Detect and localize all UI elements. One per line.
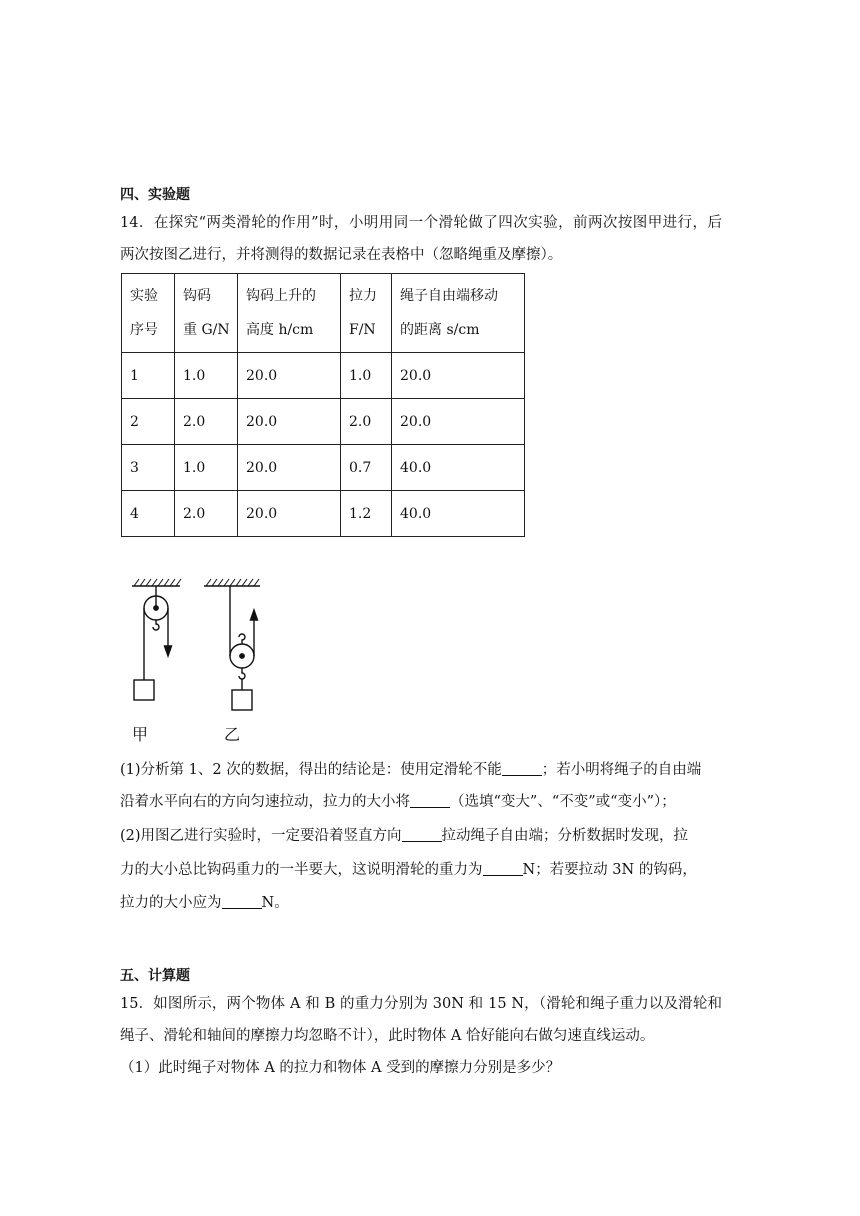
question-15-line-1: 15．如图所示，两个物体 A 和 B 的重力分别为 30N 和 15 N，（滑轮和绳子重力以及滑轮和	[120, 996, 722, 1012]
question-2-line-3	[120, 893, 289, 913]
table-cell: 4	[122, 491, 175, 537]
answer-blank[interactable]	[483, 860, 523, 876]
question-text: 拉力的大小应为	[120, 895, 222, 911]
weight-box-right	[232, 690, 252, 710]
table-cell: 1.0	[175, 353, 238, 399]
question-1-line-2	[120, 792, 676, 812]
answer-blank[interactable]	[222, 893, 262, 909]
table-row	[122, 491, 525, 537]
header-distance	[392, 274, 525, 353]
table-cell: 2.0	[341, 399, 392, 445]
question-text: （选填“变大”、“不变”或“变小”）；	[450, 794, 676, 810]
experiment-data-table	[121, 273, 525, 537]
table-cell: 20.0	[238, 491, 341, 537]
question-2-line-1	[120, 826, 688, 846]
table-row	[122, 445, 525, 491]
table-cell: 1.2	[341, 491, 392, 537]
header-text: 重 G/N	[183, 322, 230, 338]
header-text: 绳子自由端移动	[400, 288, 498, 304]
section-heading-calculation: 五、计算题	[120, 968, 190, 984]
ceiling-right-hatch	[206, 579, 259, 586]
section-heading-experiment: 四、实验题	[120, 187, 190, 203]
question-1-line-1	[120, 760, 701, 780]
table-row	[122, 399, 525, 445]
table-cell: 0.7	[341, 445, 392, 491]
question-text: N；若要拉动 3N 的钩码，	[522, 862, 697, 878]
header-height	[238, 274, 341, 353]
table-cell: 20.0	[238, 445, 341, 491]
header-weight	[175, 274, 238, 353]
table-header-row	[122, 274, 525, 353]
question-text: (2)用图乙进行实验时，一定要沿着竖直方向	[120, 828, 402, 844]
table-cell: 20.0	[238, 353, 341, 399]
header-text: 高度 h/cm	[246, 322, 314, 338]
header-text: 的距离 s/cm	[400, 322, 480, 338]
question-14-line-1: 14．在探究“两类滑轮的作用”时，小明用同一个滑轮做了四次实验，前两次按图甲进行，后	[120, 215, 722, 231]
question-text: 沿着水平向右的方向匀速拉动，拉力的大小将	[120, 794, 410, 810]
table-cell: 3	[122, 445, 175, 491]
header-trial-number	[122, 274, 175, 353]
answer-blank[interactable]	[502, 760, 542, 776]
header-text: 实验	[130, 288, 158, 304]
weight-box-left	[134, 680, 154, 700]
header-text: 钩码	[183, 288, 211, 304]
table-cell: 20.0	[392, 399, 525, 445]
table-cell: 1	[122, 353, 175, 399]
header-text: 拉力	[349, 288, 377, 304]
question-text: (1)分析第 1、2 次的数据，得出的结论是：使用定滑轮不能	[120, 762, 502, 778]
table-cell: 40.0	[392, 491, 525, 537]
question-text: ；若小明将绳子的自由端	[541, 762, 702, 778]
figure-label-jia: 甲	[132, 725, 149, 744]
ceiling-left-hatch	[134, 579, 181, 586]
table-cell: 2.0	[175, 491, 238, 537]
table-cell: 20.0	[238, 399, 341, 445]
table-cell: 40.0	[392, 445, 525, 491]
header-force	[341, 274, 392, 353]
table-cell: 2.0	[175, 399, 238, 445]
question-text: N。	[261, 895, 289, 911]
question-15-line-2: 绳子、滑轮和轴间的摩擦力均忽略不计），此时物体 A 恰好能向右做匀速直线运动。	[120, 1028, 655, 1044]
question-14-line-2: 两次按图乙进行，并将测得的数据记录在表格中（忽略绳重及摩擦）。	[120, 247, 563, 263]
header-text: F/N	[349, 322, 376, 338]
table-cell: 1.0	[175, 445, 238, 491]
pulley-diagram	[120, 568, 280, 746]
table-cell: 1.0	[341, 353, 392, 399]
figure-label-yi: 乙	[224, 725, 241, 744]
question-15-sub-1: （1）此时绳子对物体 A 的拉力和物体 A 受到的摩擦力分别是多少？	[120, 1060, 561, 1076]
header-text: 序号	[130, 322, 158, 338]
table-cell: 2	[122, 399, 175, 445]
answer-blank[interactable]	[402, 826, 442, 842]
question-text: 拉动绳子自由端；分析数据时发现，拉	[441, 828, 689, 844]
question-2-line-2	[120, 860, 697, 880]
question-text: 力的大小总比钩码重力的一半要大，这说明滑轮的重力为	[120, 862, 483, 878]
table-row	[122, 353, 525, 399]
answer-blank[interactable]	[410, 792, 450, 808]
table-cell: 20.0	[392, 353, 525, 399]
header-text: 钩码上升的	[246, 288, 316, 304]
